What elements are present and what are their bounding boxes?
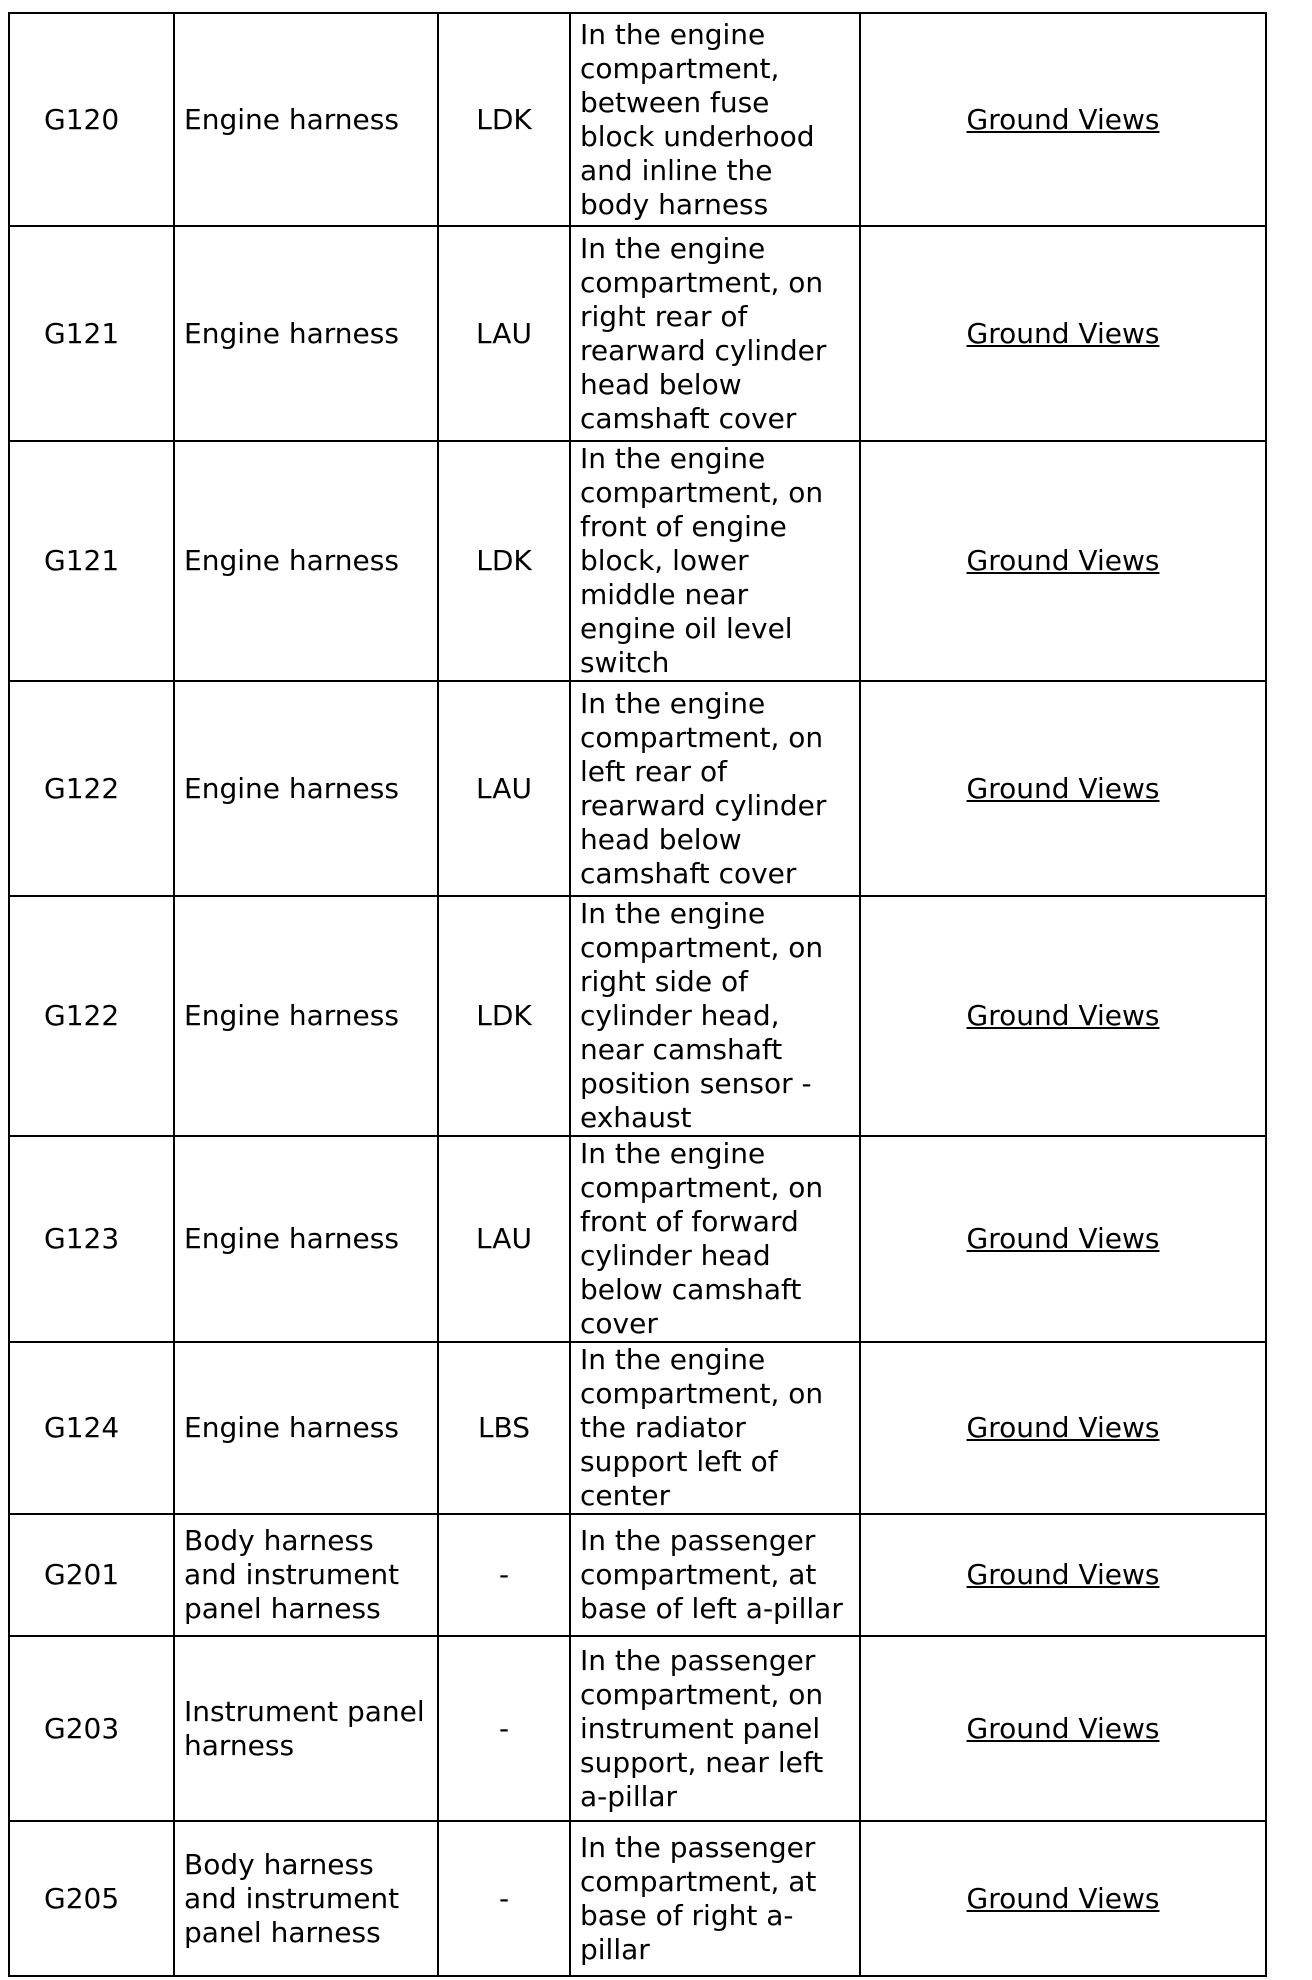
table-row [9, 896, 1266, 1136]
option-code: LAU [438, 1136, 570, 1342]
location-description: In the engine compartment, on right rear of rearward cylinder head below camshaft cover [570, 226, 860, 441]
ground-views-link[interactable]: Ground Views [966, 1711, 1160, 1745]
table-row [9, 13, 1266, 226]
table-row [9, 1636, 1266, 1821]
table-row [9, 226, 1266, 441]
harness-name: Engine harness [174, 896, 438, 1136]
view-cell [860, 226, 1266, 441]
location-description: In the engine compartment, between fuse block underhood and inline the body harness [570, 13, 860, 226]
location-description: In the engine compartment, on front of engine block, lower middle near engine oil level switch [570, 441, 860, 681]
ground-views-link[interactable]: Ground Views [966, 1411, 1160, 1444]
ground-views-link[interactable]: Ground Views [966, 1881, 1160, 1915]
ground-id: G122 [9, 681, 174, 896]
location-description: In the engine compartment, on right side of cylinder head, near camshaft position sensor - exhaust [570, 896, 860, 1136]
ground-id: G122 [9, 896, 174, 1136]
ground-id: G121 [9, 441, 174, 681]
view-cell [860, 681, 1266, 896]
ground-views-link[interactable]: Ground Views [966, 316, 1160, 350]
option-code: - [438, 1636, 570, 1821]
location-description: In the passenger compartment, at base of left a-pillar [570, 1514, 860, 1636]
harness-name: Instrument panel harness [174, 1636, 438, 1821]
harness-name: Engine harness [174, 441, 438, 681]
table-row [9, 441, 1266, 681]
view-cell [860, 13, 1266, 226]
harness-name: Engine harness [174, 226, 438, 441]
harness-name: Engine harness [174, 681, 438, 896]
ground-id: G123 [9, 1136, 174, 1342]
ground-id: G121 [9, 226, 174, 441]
option-code: LBS [438, 1342, 570, 1514]
view-cell [860, 896, 1266, 1136]
table-row [9, 1514, 1266, 1636]
harness-name: Engine harness [174, 13, 438, 226]
view-cell [860, 1514, 1266, 1636]
view-cell [860, 441, 1266, 681]
table-row [9, 1821, 1266, 1976]
option-code: - [438, 1514, 570, 1636]
location-description: In the engine compartment, on left rear of rearward cylinder head below camshaft cover [570, 681, 860, 896]
view-cell [860, 1636, 1266, 1821]
option-code: LAU [438, 226, 570, 441]
option-code: LAU [438, 681, 570, 896]
option-code: LDK [438, 441, 570, 681]
ground-locations-table [8, 12, 1267, 1977]
ground-id: G201 [9, 1514, 174, 1636]
view-cell [860, 1821, 1266, 1976]
ground-id: G120 [9, 13, 174, 226]
ground-views-link[interactable]: Ground Views [966, 1222, 1160, 1255]
location-description: In the passenger compartment, on instrument panel support, near left a-pillar [570, 1636, 860, 1821]
option-code: LDK [438, 13, 570, 226]
option-code: - [438, 1821, 570, 1976]
location-description: In the engine compartment, on front of forward cylinder head below camshaft cover [570, 1136, 860, 1342]
ground-views-link[interactable]: Ground Views [966, 102, 1160, 136]
ground-id: G124 [9, 1342, 174, 1514]
ground-views-link[interactable]: Ground Views [966, 999, 1160, 1032]
view-cell [860, 1136, 1266, 1342]
table-row [9, 1136, 1266, 1342]
table-row [9, 1342, 1266, 1514]
harness-name: Engine harness [174, 1342, 438, 1514]
harness-name: Engine harness [174, 1136, 438, 1342]
ground-views-link[interactable]: Ground Views [966, 771, 1160, 805]
harness-name: Body harness and instrument panel harness [174, 1514, 438, 1636]
view-cell [860, 1342, 1266, 1514]
ground-views-link[interactable]: Ground Views [966, 1558, 1160, 1591]
option-code: LDK [438, 896, 570, 1136]
ground-id: G203 [9, 1636, 174, 1821]
ground-views-link[interactable]: Ground Views [966, 544, 1160, 577]
harness-name: Body harness and instrument panel harness [174, 1821, 438, 1976]
location-description: In the passenger compartment, at base of right a-pillar [570, 1821, 860, 1976]
ground-id: G205 [9, 1821, 174, 1976]
table-row [9, 681, 1266, 896]
location-description: In the engine compartment, on the radiator support left of center [570, 1342, 860, 1514]
